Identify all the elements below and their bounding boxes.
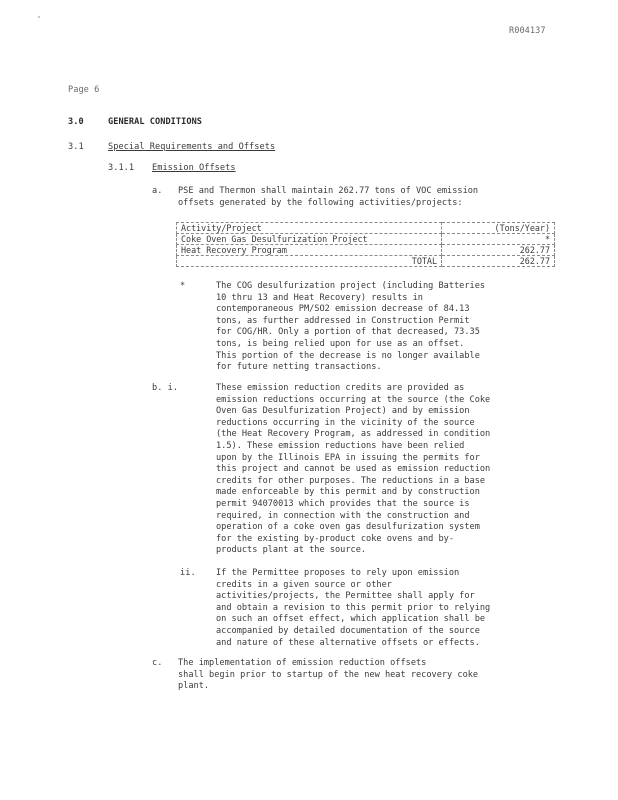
para-b1-text [216,383,490,557]
text-line: credits in a given source or other [216,579,392,590]
para-b1-marker: b. i. [152,383,179,393]
text-line: on such an offset effect, which application shall be [216,614,486,625]
text-line: products plant at the source. [216,545,367,556]
para-c-marker: c. [152,658,163,668]
text-line: Oven Gas Desulfurization Project) and by emission [216,406,470,417]
table-cell: Coke Oven Gas Desulfurization Project [177,234,442,245]
text-line: accompanied by detailed documentation of the source [216,625,480,636]
table-header-cell: Activity/Project [177,223,442,234]
para-c-text [178,658,478,693]
text-line: (the Heat Recovery Program, as addressed in condition [216,429,491,440]
text-line: emission reductions occurring at the source (the Coke [216,394,491,405]
table-row [177,234,555,245]
text-line: The implementation of emission reduction offsets [178,658,427,668]
text-line: offsets generated by the following activities/projects: [178,197,463,208]
text-line: This portion of the decrease is no longer available [216,350,480,361]
text-line: operation of a coke oven gas desulfurization system [216,522,480,533]
text-line: 1.5). These emission reductions have been relied [216,440,465,451]
text-line: and nature of these alternative offsets or effects. [216,637,480,648]
text-line: reductions occurring in the vicinity of the source [216,417,475,428]
text-line: credits for other purposes. The reductions in a base [216,475,486,486]
text-line: upon by the Illinois EPA in issuing the permits for [216,452,480,463]
table-header-cell: (Tons/Year) [442,223,555,234]
offset-table [176,222,555,267]
text-line: PSE and Thermon shall maintain 262.77 tons of VOC emission [178,186,479,196]
note-star-text [216,281,485,374]
text-line: These emission reduction credits are provided as [216,383,465,393]
text-line: If the Permittee proposes to rely upon emission [216,568,460,578]
para-b2-text [216,568,490,649]
table-row [177,245,555,256]
para-b2-marker: ii. [180,568,196,578]
text-line: plant. [178,681,210,692]
text-line: shall begin prior to startup of the new heat recovery coke [178,669,479,680]
table-cell: 262.77 [442,245,555,256]
para-a-text [178,186,478,209]
text-line: activities/projects, the Permittee shall apply for [216,591,475,602]
note-star-marker: * [180,281,186,291]
section-number: 3.0 [68,117,84,127]
table-total-value: 262.77 [442,256,555,267]
text-line: 10 thru 13 and Heat Recovery) results in [216,292,423,303]
subsection-title: Special Requirements and Offsets [108,142,276,152]
section-title: GENERAL CONDITIONS [108,117,203,127]
table-total-row [177,256,555,267]
text-line: The COG desulfurization project (including Batteries [216,281,486,291]
text-line: required, in connection with the construction and [216,510,470,521]
text-line: permit 94070013 which provides that the source is [216,498,470,509]
text-line: for the existing by-product coke ovens and by- [216,533,454,544]
text-line: for COG/HR. Only a portion of that decreased, 73.35 [216,327,480,338]
text-line: and obtain a revision to this permit prior to relying [216,602,491,613]
para-a-marker: a. [152,186,163,196]
text-line: for future netting transactions. [216,362,382,373]
item-title: Emission Offsets [152,163,236,173]
text-line: contemporaneous PM/SO2 emission decrease of 84.13 [216,304,470,315]
text-line: tons, is being relied upon for use as an offset. [216,338,465,349]
document-id: R004137 [509,26,546,36]
text-line: tons, as further addressed in Construction Permit [216,315,470,326]
text-line: made enforceable by this permit and by construction [216,487,480,498]
page-label: Page 6 [68,85,100,95]
table-cell: * [442,234,555,245]
scan-speck [38,16,40,18]
table-header-row [177,223,555,234]
table-total-label: TOTAL [177,256,442,267]
text-line: this project and cannot be used as emission reduction [216,464,491,475]
table-cell: Heat Recovery Program [177,245,442,256]
item-number: 3.1.1 [108,163,135,173]
subsection-number: 3.1 [68,142,84,152]
